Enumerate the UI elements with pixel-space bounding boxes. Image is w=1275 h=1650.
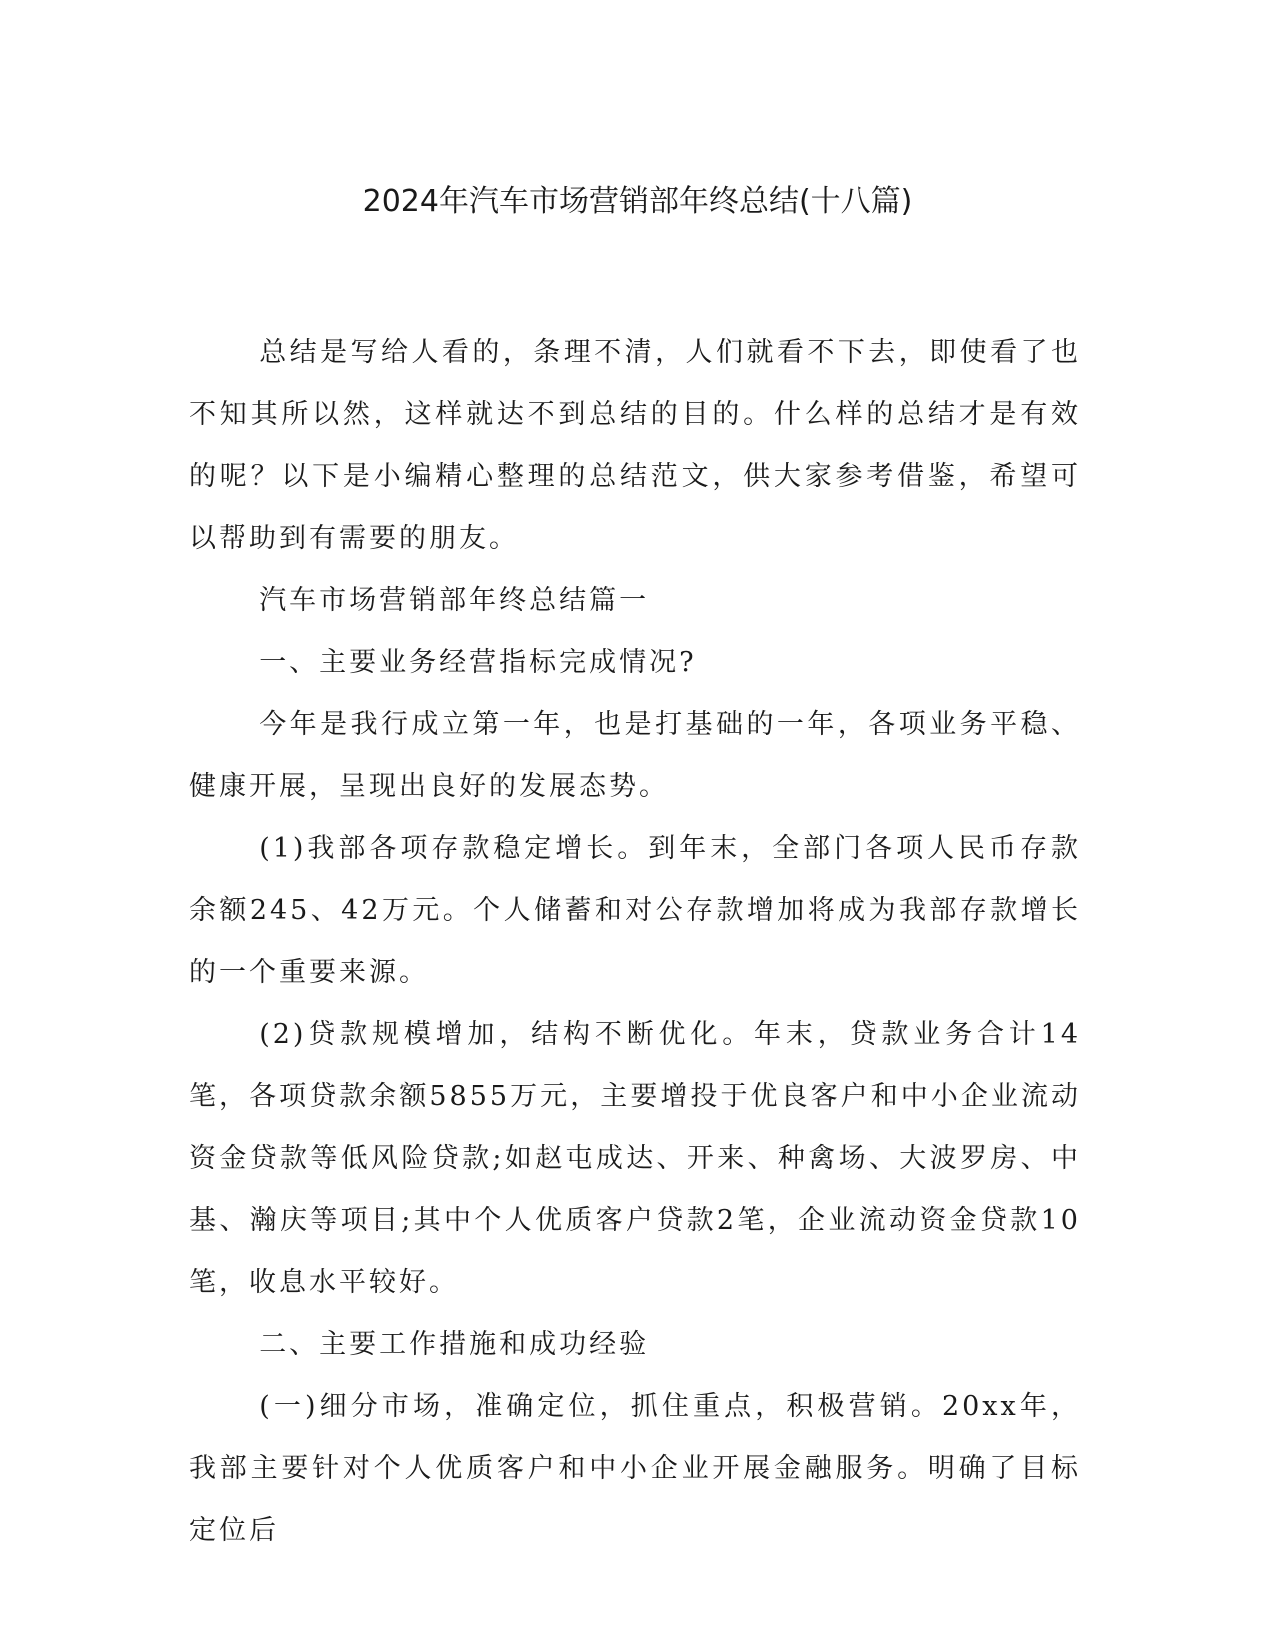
paragraph-deposits: (1)我部各项存款稳定增长。到年末，全部门各项人民币存款余额245、42万元。个人储蓄和对公存款增加将成为我部存款增长的一个重要来源。 [189,833,1081,988]
subheading-work-measures: 二、主要工作措施和成功经验 [259,1329,650,1360]
intro-paragraph: 总结是写给人看的，条理不清，人们就看不下去，即使看了也不知其所以然，这样就达不到总结的目的。什么样的总结才是有效的呢？以下是小编精心整理的总结范文，供大家参考借鉴，希望可以帮助到有需要的朋友。 [189,337,1081,554]
paragraph-loans: (2)贷款规模增加，结构不断优化。年末，贷款业务合计14笔，各项贷款余额5855万元，主要增投于优良客户和中小企业流动资金贷款等低风险贷款;如赵屯成达、开来、种禽场、大波罗房、中基、瀚庆等项目;其中个人优质客户贷款2笔，企业流动资金贷款10笔，收息水平较好。 [189,1019,1081,1298]
paragraph-first-year: 今年是我行成立第一年，也是打基础的一年，各项业务平稳、健康开展，呈现出良好的发展态势。 [189,709,1081,802]
section-heading-part-one: 汽车市场营销部年终总结篇一 [259,585,650,616]
subheading-business-indicators: 一、主要业务经营指标完成情况? [259,647,697,678]
paragraph-market-segmentation: (一)细分市场，准确定位，抓住重点，积极营销。20xx年，我部主要针对个人优质客户和中小企业开展金融服务。明确了目标定位后 [189,1391,1081,1546]
document-title: 2024年汽车市场营销部年终总结(十八篇) [362,184,913,219]
document-body [189,322,1081,1562]
